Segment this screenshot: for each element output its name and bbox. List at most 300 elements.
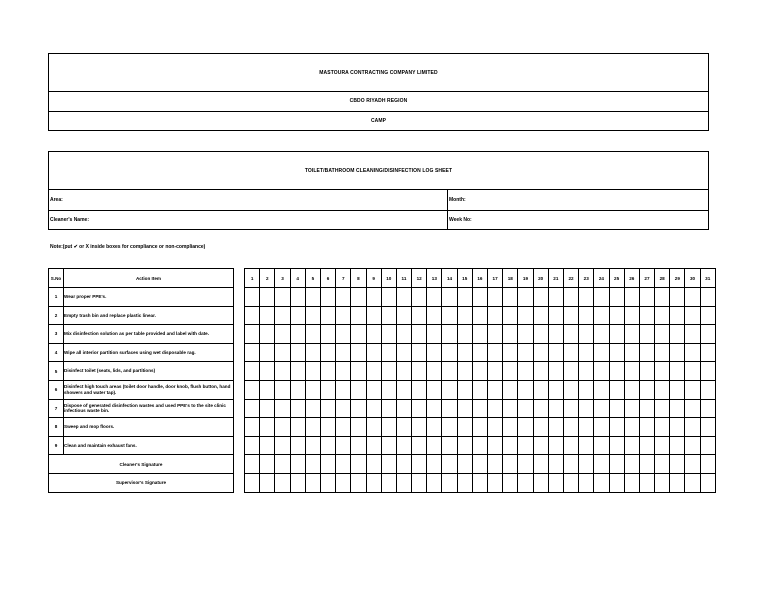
signature-cell[interactable] xyxy=(503,455,518,474)
check-box-cell[interactable] xyxy=(366,288,381,307)
check-box-cell[interactable] xyxy=(336,380,351,399)
signature-cell[interactable] xyxy=(609,473,624,492)
check-box-cell[interactable] xyxy=(594,343,609,362)
signature-cell[interactable] xyxy=(442,455,457,474)
check-box-cell[interactable] xyxy=(488,418,503,437)
signature-cell[interactable] xyxy=(670,473,685,492)
signature-cell[interactable] xyxy=(442,473,457,492)
check-box-cell[interactable] xyxy=(457,306,472,325)
check-box-cell[interactable] xyxy=(518,325,533,344)
check-box-cell[interactable] xyxy=(624,343,639,362)
check-box-cell[interactable] xyxy=(245,380,260,399)
check-box-cell[interactable] xyxy=(639,418,654,437)
check-box-cell[interactable] xyxy=(655,380,670,399)
check-box-cell[interactable] xyxy=(260,288,275,307)
check-box-cell[interactable] xyxy=(412,418,427,437)
check-box-cell[interactable] xyxy=(488,288,503,307)
signature-cell[interactable] xyxy=(624,473,639,492)
check-box-cell[interactable] xyxy=(320,325,335,344)
check-box-cell[interactable] xyxy=(503,380,518,399)
check-box-cell[interactable] xyxy=(457,380,472,399)
check-box-cell[interactable] xyxy=(442,325,457,344)
check-box-cell[interactable] xyxy=(260,343,275,362)
check-box-cell[interactable] xyxy=(381,436,396,455)
check-box-cell[interactable] xyxy=(472,399,487,418)
check-box-cell[interactable] xyxy=(305,380,320,399)
check-box-cell[interactable] xyxy=(670,325,685,344)
check-box-cell[interactable] xyxy=(336,306,351,325)
signature-cell[interactable] xyxy=(655,473,670,492)
signature-cell[interactable] xyxy=(366,455,381,474)
check-box-cell[interactable] xyxy=(381,380,396,399)
signature-cell[interactable] xyxy=(427,473,442,492)
check-box-cell[interactable] xyxy=(442,380,457,399)
check-box-cell[interactable] xyxy=(305,325,320,344)
signature-cell[interactable] xyxy=(260,473,275,492)
check-box-cell[interactable] xyxy=(442,362,457,381)
signature-cell[interactable] xyxy=(639,455,654,474)
check-box-cell[interactable] xyxy=(305,436,320,455)
check-box-cell[interactable] xyxy=(700,418,715,437)
check-box-cell[interactable] xyxy=(336,343,351,362)
check-box-cell[interactable] xyxy=(548,288,563,307)
signature-cell[interactable] xyxy=(518,473,533,492)
check-box-cell[interactable] xyxy=(548,306,563,325)
check-box-cell[interactable] xyxy=(670,380,685,399)
check-box-cell[interactable] xyxy=(260,436,275,455)
signature-cell[interactable] xyxy=(563,473,578,492)
check-box-cell[interactable] xyxy=(488,343,503,362)
check-box-cell[interactable] xyxy=(548,418,563,437)
check-box-cell[interactable] xyxy=(305,418,320,437)
check-box-cell[interactable] xyxy=(442,343,457,362)
check-box-cell[interactable] xyxy=(427,306,442,325)
check-box-cell[interactable] xyxy=(396,288,411,307)
check-box-cell[interactable] xyxy=(533,325,548,344)
check-box-cell[interactable] xyxy=(290,343,305,362)
check-box-cell[interactable] xyxy=(320,380,335,399)
check-box-cell[interactable] xyxy=(260,418,275,437)
check-box-cell[interactable] xyxy=(396,399,411,418)
check-box-cell[interactable] xyxy=(503,436,518,455)
check-box-cell[interactable] xyxy=(290,399,305,418)
check-box-cell[interactable] xyxy=(381,325,396,344)
check-box-cell[interactable] xyxy=(670,306,685,325)
check-box-cell[interactable] xyxy=(594,325,609,344)
check-box-cell[interactable] xyxy=(548,325,563,344)
check-box-cell[interactable] xyxy=(563,380,578,399)
check-box-cell[interactable] xyxy=(503,362,518,381)
check-box-cell[interactable] xyxy=(412,306,427,325)
check-box-cell[interactable] xyxy=(685,362,700,381)
check-box-cell[interactable] xyxy=(639,343,654,362)
check-box-cell[interactable] xyxy=(472,343,487,362)
check-box-cell[interactable] xyxy=(336,418,351,437)
signature-cell[interactable] xyxy=(457,473,472,492)
check-box-cell[interactable] xyxy=(639,436,654,455)
check-box-cell[interactable] xyxy=(412,436,427,455)
check-box-cell[interactable] xyxy=(396,380,411,399)
check-box-cell[interactable] xyxy=(427,418,442,437)
check-box-cell[interactable] xyxy=(503,418,518,437)
check-box-cell[interactable] xyxy=(563,325,578,344)
signature-cell[interactable] xyxy=(639,473,654,492)
check-box-cell[interactable] xyxy=(655,399,670,418)
check-box-cell[interactable] xyxy=(548,343,563,362)
check-box-cell[interactable] xyxy=(457,288,472,307)
check-box-cell[interactable] xyxy=(488,362,503,381)
check-box-cell[interactable] xyxy=(412,288,427,307)
check-box-cell[interactable] xyxy=(427,343,442,362)
check-box-cell[interactable] xyxy=(655,288,670,307)
check-box-cell[interactable] xyxy=(533,306,548,325)
check-box-cell[interactable] xyxy=(685,380,700,399)
check-box-cell[interactable] xyxy=(548,362,563,381)
check-box-cell[interactable] xyxy=(518,343,533,362)
check-box-cell[interactable] xyxy=(290,306,305,325)
check-box-cell[interactable] xyxy=(624,288,639,307)
check-box-cell[interactable] xyxy=(336,325,351,344)
check-box-cell[interactable] xyxy=(488,306,503,325)
check-box-cell[interactable] xyxy=(275,306,290,325)
check-box-cell[interactable] xyxy=(305,306,320,325)
check-box-cell[interactable] xyxy=(548,436,563,455)
check-box-cell[interactable] xyxy=(563,418,578,437)
check-box-cell[interactable] xyxy=(685,325,700,344)
check-box-cell[interactable] xyxy=(579,288,594,307)
check-box-cell[interactable] xyxy=(609,436,624,455)
signature-cell[interactable] xyxy=(290,473,305,492)
check-box-cell[interactable] xyxy=(320,288,335,307)
check-box-cell[interactable] xyxy=(427,399,442,418)
check-box-cell[interactable] xyxy=(639,325,654,344)
check-box-cell[interactable] xyxy=(563,343,578,362)
check-box-cell[interactable] xyxy=(685,288,700,307)
signature-cell[interactable] xyxy=(685,473,700,492)
check-box-cell[interactable] xyxy=(533,399,548,418)
check-box-cell[interactable] xyxy=(320,418,335,437)
check-box-cell[interactable] xyxy=(700,436,715,455)
check-box-cell[interactable] xyxy=(639,306,654,325)
check-box-cell[interactable] xyxy=(579,399,594,418)
check-box-cell[interactable] xyxy=(351,362,366,381)
check-box-cell[interactable] xyxy=(412,343,427,362)
signature-cell[interactable] xyxy=(548,473,563,492)
signature-cell[interactable] xyxy=(260,455,275,474)
check-box-cell[interactable] xyxy=(579,418,594,437)
check-box-cell[interactable] xyxy=(351,436,366,455)
check-box-cell[interactable] xyxy=(594,380,609,399)
check-box-cell[interactable] xyxy=(260,325,275,344)
signature-cell[interactable] xyxy=(381,473,396,492)
check-box-cell[interactable] xyxy=(245,343,260,362)
check-box-cell[interactable] xyxy=(412,380,427,399)
check-box-cell[interactable] xyxy=(366,325,381,344)
check-box-cell[interactable] xyxy=(336,288,351,307)
check-box-cell[interactable] xyxy=(700,343,715,362)
signature-cell[interactable] xyxy=(290,455,305,474)
check-box-cell[interactable] xyxy=(624,399,639,418)
check-box-cell[interactable] xyxy=(396,306,411,325)
check-box-cell[interactable] xyxy=(685,436,700,455)
check-box-cell[interactable] xyxy=(245,288,260,307)
check-box-cell[interactable] xyxy=(639,380,654,399)
check-box-cell[interactable] xyxy=(655,362,670,381)
signature-cell[interactable] xyxy=(700,455,715,474)
check-box-cell[interactable] xyxy=(624,380,639,399)
check-box-cell[interactable] xyxy=(624,325,639,344)
check-box-cell[interactable] xyxy=(700,288,715,307)
check-box-cell[interactable] xyxy=(579,306,594,325)
check-box-cell[interactable] xyxy=(336,362,351,381)
check-box-cell[interactable] xyxy=(624,436,639,455)
check-box-cell[interactable] xyxy=(503,399,518,418)
check-box-cell[interactable] xyxy=(366,436,381,455)
check-box-cell[interactable] xyxy=(563,288,578,307)
check-box-cell[interactable] xyxy=(427,380,442,399)
check-box-cell[interactable] xyxy=(563,306,578,325)
check-box-cell[interactable] xyxy=(579,436,594,455)
check-box-cell[interactable] xyxy=(700,306,715,325)
check-box-cell[interactable] xyxy=(320,399,335,418)
check-box-cell[interactable] xyxy=(366,343,381,362)
check-box-cell[interactable] xyxy=(457,399,472,418)
check-box-cell[interactable] xyxy=(366,362,381,381)
check-box-cell[interactable] xyxy=(685,399,700,418)
check-box-cell[interactable] xyxy=(609,418,624,437)
signature-cell[interactable] xyxy=(685,455,700,474)
check-box-cell[interactable] xyxy=(609,380,624,399)
check-box-cell[interactable] xyxy=(275,380,290,399)
check-box-cell[interactable] xyxy=(336,399,351,418)
signature-cell[interactable] xyxy=(412,473,427,492)
check-box-cell[interactable] xyxy=(245,436,260,455)
check-box-cell[interactable] xyxy=(579,380,594,399)
check-box-cell[interactable] xyxy=(305,399,320,418)
check-box-cell[interactable] xyxy=(260,380,275,399)
check-box-cell[interactable] xyxy=(275,343,290,362)
check-box-cell[interactable] xyxy=(670,399,685,418)
check-box-cell[interactable] xyxy=(245,418,260,437)
check-box-cell[interactable] xyxy=(533,418,548,437)
signature-cell[interactable] xyxy=(351,473,366,492)
signature-cell[interactable] xyxy=(472,473,487,492)
check-box-cell[interactable] xyxy=(305,343,320,362)
check-box-cell[interactable] xyxy=(655,306,670,325)
check-box-cell[interactable] xyxy=(320,306,335,325)
check-box-cell[interactable] xyxy=(351,306,366,325)
check-box-cell[interactable] xyxy=(503,325,518,344)
signature-cell[interactable] xyxy=(700,473,715,492)
check-box-cell[interactable] xyxy=(351,418,366,437)
check-box-cell[interactable] xyxy=(412,399,427,418)
check-box-cell[interactable] xyxy=(290,380,305,399)
check-box-cell[interactable] xyxy=(685,343,700,362)
check-box-cell[interactable] xyxy=(609,325,624,344)
check-box-cell[interactable] xyxy=(396,362,411,381)
check-box-cell[interactable] xyxy=(624,362,639,381)
signature-cell[interactable] xyxy=(320,473,335,492)
check-box-cell[interactable] xyxy=(488,436,503,455)
check-box-cell[interactable] xyxy=(427,288,442,307)
check-box-cell[interactable] xyxy=(245,306,260,325)
check-box-cell[interactable] xyxy=(503,306,518,325)
check-box-cell[interactable] xyxy=(290,418,305,437)
check-box-cell[interactable] xyxy=(594,288,609,307)
check-box-cell[interactable] xyxy=(290,288,305,307)
check-box-cell[interactable] xyxy=(366,399,381,418)
check-box-cell[interactable] xyxy=(563,436,578,455)
signature-cell[interactable] xyxy=(518,455,533,474)
check-box-cell[interactable] xyxy=(320,343,335,362)
signature-cell[interactable] xyxy=(563,455,578,474)
check-box-cell[interactable] xyxy=(518,362,533,381)
check-box-cell[interactable] xyxy=(488,325,503,344)
signature-cell[interactable] xyxy=(624,455,639,474)
check-box-cell[interactable] xyxy=(245,362,260,381)
signature-cell[interactable] xyxy=(245,455,260,474)
check-box-cell[interactable] xyxy=(655,343,670,362)
check-box-cell[interactable] xyxy=(594,436,609,455)
signature-cell[interactable] xyxy=(609,455,624,474)
check-box-cell[interactable] xyxy=(245,325,260,344)
check-box-cell[interactable] xyxy=(275,399,290,418)
check-box-cell[interactable] xyxy=(366,418,381,437)
signature-cell[interactable] xyxy=(533,473,548,492)
check-box-cell[interactable] xyxy=(396,325,411,344)
check-box-cell[interactable] xyxy=(457,362,472,381)
signature-cell[interactable] xyxy=(336,473,351,492)
check-box-cell[interactable] xyxy=(412,325,427,344)
check-box-cell[interactable] xyxy=(533,288,548,307)
check-box-cell[interactable] xyxy=(548,380,563,399)
signature-cell[interactable] xyxy=(412,455,427,474)
check-box-cell[interactable] xyxy=(472,288,487,307)
check-box-cell[interactable] xyxy=(442,399,457,418)
check-box-cell[interactable] xyxy=(472,380,487,399)
check-box-cell[interactable] xyxy=(457,325,472,344)
signature-cell[interactable] xyxy=(381,455,396,474)
check-box-cell[interactable] xyxy=(609,362,624,381)
check-box-cell[interactable] xyxy=(624,306,639,325)
check-box-cell[interactable] xyxy=(579,343,594,362)
signature-cell[interactable] xyxy=(472,455,487,474)
check-box-cell[interactable] xyxy=(533,436,548,455)
check-box-cell[interactable] xyxy=(685,306,700,325)
check-box-cell[interactable] xyxy=(563,399,578,418)
check-box-cell[interactable] xyxy=(533,343,548,362)
signature-cell[interactable] xyxy=(275,473,290,492)
check-box-cell[interactable] xyxy=(472,325,487,344)
check-box-cell[interactable] xyxy=(260,399,275,418)
check-box-cell[interactable] xyxy=(700,399,715,418)
check-box-cell[interactable] xyxy=(518,380,533,399)
signature-cell[interactable] xyxy=(305,455,320,474)
check-box-cell[interactable] xyxy=(563,362,578,381)
signature-cell[interactable] xyxy=(488,455,503,474)
check-box-cell[interactable] xyxy=(290,325,305,344)
check-box-cell[interactable] xyxy=(594,306,609,325)
check-box-cell[interactable] xyxy=(381,399,396,418)
check-box-cell[interactable] xyxy=(427,362,442,381)
check-box-cell[interactable] xyxy=(609,306,624,325)
check-box-cell[interactable] xyxy=(320,436,335,455)
check-box-cell[interactable] xyxy=(579,325,594,344)
check-box-cell[interactable] xyxy=(457,343,472,362)
check-box-cell[interactable] xyxy=(305,288,320,307)
check-box-cell[interactable] xyxy=(442,436,457,455)
signature-cell[interactable] xyxy=(457,455,472,474)
check-box-cell[interactable] xyxy=(609,343,624,362)
signature-cell[interactable] xyxy=(396,455,411,474)
check-box-cell[interactable] xyxy=(351,399,366,418)
signature-cell[interactable] xyxy=(594,455,609,474)
check-box-cell[interactable] xyxy=(457,418,472,437)
signature-cell[interactable] xyxy=(548,455,563,474)
check-box-cell[interactable] xyxy=(655,436,670,455)
check-box-cell[interactable] xyxy=(594,399,609,418)
signature-cell[interactable] xyxy=(366,473,381,492)
signature-cell[interactable] xyxy=(579,455,594,474)
check-box-cell[interactable] xyxy=(381,306,396,325)
check-box-cell[interactable] xyxy=(518,418,533,437)
check-box-cell[interactable] xyxy=(639,399,654,418)
check-box-cell[interactable] xyxy=(427,436,442,455)
signature-cell[interactable] xyxy=(655,455,670,474)
check-box-cell[interactable] xyxy=(548,399,563,418)
check-box-cell[interactable] xyxy=(670,362,685,381)
check-box-cell[interactable] xyxy=(594,418,609,437)
signature-cell[interactable] xyxy=(503,473,518,492)
check-box-cell[interactable] xyxy=(579,362,594,381)
check-box-cell[interactable] xyxy=(518,436,533,455)
check-box-cell[interactable] xyxy=(457,436,472,455)
check-box-cell[interactable] xyxy=(472,436,487,455)
check-box-cell[interactable] xyxy=(685,418,700,437)
check-box-cell[interactable] xyxy=(260,362,275,381)
signature-cell[interactable] xyxy=(336,455,351,474)
check-box-cell[interactable] xyxy=(290,436,305,455)
check-box-cell[interactable] xyxy=(351,288,366,307)
check-box-cell[interactable] xyxy=(670,436,685,455)
signature-cell[interactable] xyxy=(305,473,320,492)
signature-cell[interactable] xyxy=(488,473,503,492)
check-box-cell[interactable] xyxy=(639,288,654,307)
check-box-cell[interactable] xyxy=(275,362,290,381)
check-box-cell[interactable] xyxy=(366,306,381,325)
signature-cell[interactable] xyxy=(320,455,335,474)
check-box-cell[interactable] xyxy=(472,362,487,381)
check-box-cell[interactable] xyxy=(670,288,685,307)
signature-cell[interactable] xyxy=(351,455,366,474)
check-box-cell[interactable] xyxy=(503,343,518,362)
check-box-cell[interactable] xyxy=(594,362,609,381)
check-box-cell[interactable] xyxy=(518,288,533,307)
check-box-cell[interactable] xyxy=(336,436,351,455)
check-box-cell[interactable] xyxy=(609,288,624,307)
check-box-cell[interactable] xyxy=(472,418,487,437)
check-box-cell[interactable] xyxy=(412,362,427,381)
check-box-cell[interactable] xyxy=(670,343,685,362)
check-box-cell[interactable] xyxy=(381,288,396,307)
check-box-cell[interactable] xyxy=(609,399,624,418)
signature-cell[interactable] xyxy=(396,473,411,492)
check-box-cell[interactable] xyxy=(670,418,685,437)
check-box-cell[interactable] xyxy=(442,288,457,307)
check-box-cell[interactable] xyxy=(290,362,305,381)
check-box-cell[interactable] xyxy=(442,418,457,437)
signature-cell[interactable] xyxy=(594,473,609,492)
